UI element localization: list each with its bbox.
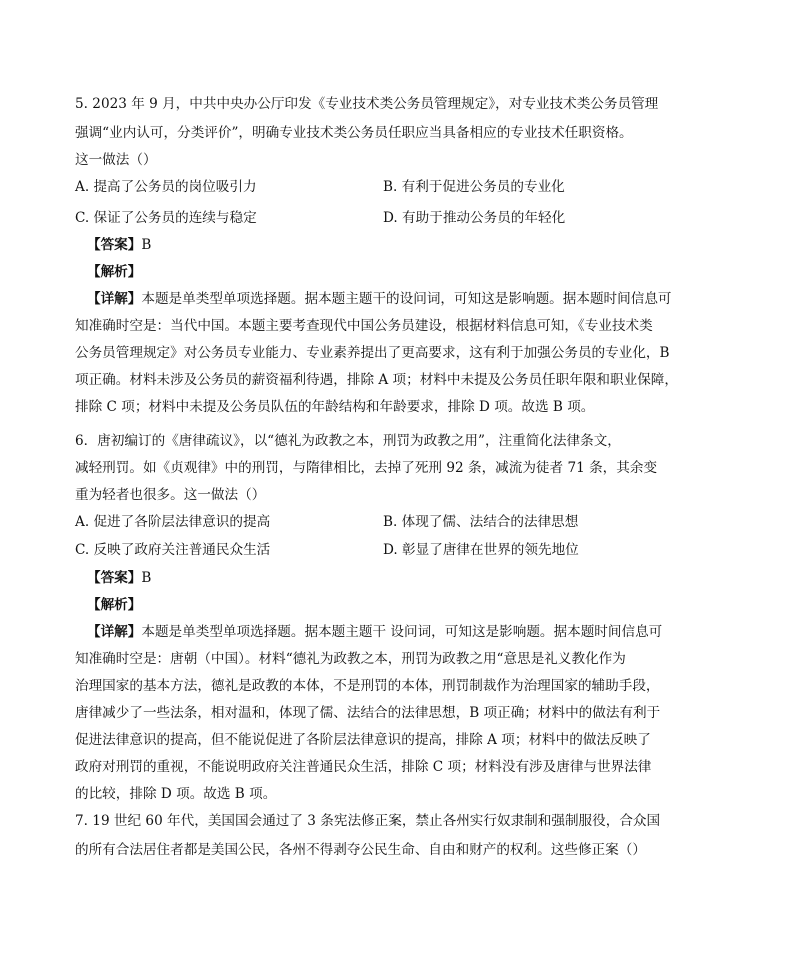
q5-answer: [87, 236, 151, 254]
q6-option-d: D. 彰显了唐律在世界的领先地位: [383, 542, 579, 558]
q5-detail-line-5: 排除 C 项；材料中未提及公务员队伍的年龄结构和年龄要求，排除 D 项。故选 B 项。: [75, 399, 595, 415]
q5-option-d: D. 有助于推动公务员的年轻化: [383, 210, 566, 226]
q6-answer: [87, 569, 151, 587]
q7-stem-line-1: 7. 19 世纪 60 年代，美国国会通过了 3 条宪法修正案，禁止各州实行奴隶制和强制服役，合众国: [75, 813, 661, 829]
q6-answer-value: B: [141, 570, 152, 586]
q6-stem-line-1: 6．唐初编订的《唐律疏议》，以“德礼为政教之本，刑罚为政教之用”，注重简化法律条文，: [75, 433, 621, 449]
q5-detail-line-1: 【详解】本题是单类型单项选择题。据本题主题干的设问词，可知这是影响题。据本题时间信息可: [87, 291, 672, 307]
q6-option-a: A. 促进了各阶层法律意识的提高: [75, 514, 271, 530]
q5-stem-line-2: 强调“业内认可，分类评价”，明确专业技术类公务员任职应当具备相应的专业技术任职资格。: [75, 125, 633, 141]
q5-detail-line-3: 公务员管理规定》对公务员专业能力、专业素养提出了更高要求，这有利于加强公务员的专业化，B: [75, 345, 670, 361]
q5-stem-line-3: 这一做法（）: [75, 152, 157, 168]
q6-option-b: B. 体现了儒、法结合的法律思想: [383, 514, 579, 530]
q6-detail-line-1: 【详解】本题是单类型单项选择题。据本题主题干 设问词，可知这是影响题。据本题时间信息可: [87, 624, 663, 640]
q5-option-c: C. 保证了公务员的连续与稳定: [75, 210, 257, 226]
q6-answer-tag: 【答案】: [87, 570, 142, 586]
q6-option-c: C. 反映了政府关注普通民众生活: [75, 542, 271, 558]
q6-stem-line-2: 减轻刑罚。如《贞观律》中的刑罚，与隋律相比，去掉了死刑 92 条，减流为徒者 71 条，其余变: [75, 460, 658, 476]
q7-stem-line-2: 的所有合法居住者都是美国公民，各州不得剥夺公民生命、自由和财产的权利。这些修正案（）: [75, 842, 646, 858]
q5-detail-line-2: 知准确时空是：当代中国。本题主要考查现代中国公务员建设，根据材料信息可知，《专业技术类: [75, 318, 653, 334]
q5-option-b: B. 有利于促进公务员的专业化: [383, 179, 565, 195]
q6-detail-line-3: 治理国家的基本方法，德礼是政教的本体，不是刑罚的本体，刑罚制裁作为治理国家的辅助手段，: [75, 678, 660, 694]
q5-answer-value: B: [141, 237, 152, 253]
q5-analysis-tag: 【解析】: [87, 264, 142, 280]
q5-detail-line-4: 项正确。材料未涉及公务员的薪资福利待遇，排除 A 项；材料中未提及公务员任职年限和职业保障，: [75, 372, 678, 388]
q6-detail-tag: 【详解】: [87, 624, 142, 640]
q6-analysis-tag: 【解析】: [87, 597, 142, 613]
q5-option-a: A. 提高了公务员的岗位吸引力: [75, 179, 257, 195]
q6-detail-line-5: 促进法律意识的提高，但不能说促进了各阶层法律意识的提高，排除 A 项；材料中的做法反映了: [75, 732, 651, 748]
q6-detail-line-4: 唐律减少了一些法条，相对温和，体现了儒、法结合的法律思想，B 项正确；材料中的做法有利于: [75, 705, 661, 721]
q5-answer-tag: 【答案】: [87, 237, 142, 253]
q6-detail-line-7: 的比较，排除 D 项。故选 B 项。: [75, 786, 277, 802]
q5-stem-line-1: 5. 2023 年 9 月，中共中央办公厅印发《专业技术类公务员管理规定》，对专业技术类公务员管理: [75, 96, 659, 112]
q6-detail-line-6: 政府对刑罚的重视，不能说明政府关注普通民众生活，排除 C 项；材料没有涉及唐律与世界法律: [75, 759, 652, 775]
q5-detail-tag: 【详解】: [87, 291, 142, 307]
q6-detail-line-2: 知准确时空是：唐朝（中国）。材料“德礼为政教之本，刑罚为政教之用“意思是礼义教化作为: [75, 651, 626, 667]
q6-stem-line-3: 重为轻者也很多。这一做法（）: [75, 487, 266, 503]
